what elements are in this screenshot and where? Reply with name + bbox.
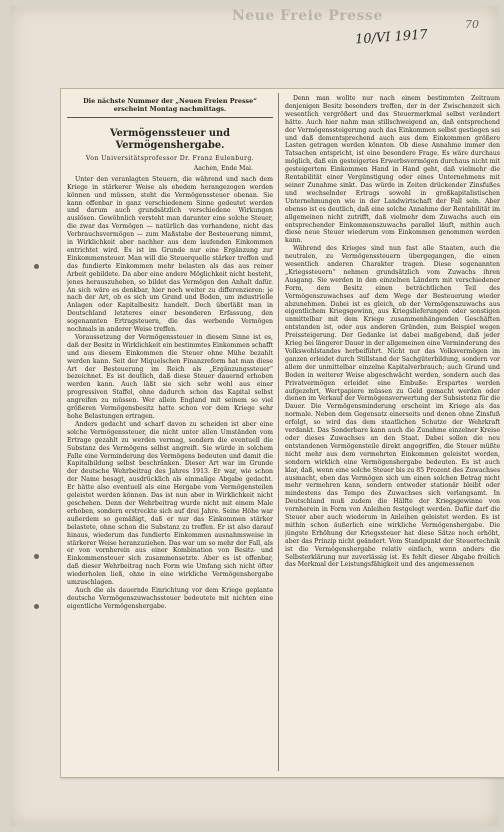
newspaper-clipping [60, 88, 504, 778]
article-column-left [67, 95, 273, 769]
handwritten-date: 10/VI 1917 [354, 27, 429, 48]
article-paragraph: Anders gedacht und scharf davon zu scheiden ist aber eine solche Vermögenssteuer, die nicht unter allen Umständen vom Ertrage gezahlt zu werden vermag, sondern die eventuell die Substanz des Vermögens selbst angreift. Sie würde in solchem Falle eine Verminderung des Vermögens bedeuten und damit die Kapitalbildung selbst beschränken. Dieser Art war im Grunde der deutsche Wehrbeitrag des Jahres 1913. Er war, wie schon der Name besagt, ausdrücklich als einmalige Abgabe gedacht. Er hätte also eventuell als eine Hergabe vom Vermögensteilen geleistet werden können. Das ist nun aber in Wirklichkeit nicht geschehen. Denn der Wehrbeitrag wurde nicht mit einem Male erhoben, sondern erstreckte sich auf drei Jahre. Seine Höhe war außerdem so gemäßigt, daß er nur das Einkommen stärker belastete, ohne schon die Substanz zu treffen. Er ist also darauf hinaus, wiederum das fundierte Einkommen ausnahmsweise in stärkerer Weise heranzuziehen. Das war um so mehr der Fall, als er von vornherein aus einer Kombination von Besitz- und Einkommensteuer sich zusammensetzte. Aber es ist offenbar, daß dieser Wehrbeitrag nach Form wie Umfang sich nicht öfter wiederholen ließ, ohne in eine wirkliche Vermögenshergabe umzuschlagen. [67, 420, 273, 587]
article-headline: Vermögenssteuer und Vermögenshergabe. [109, 128, 231, 151]
punch-hole [34, 554, 39, 559]
article-paragraph: Während des Krieges sind nun fast alle Staaten, auch die neutralen, zu Vermögenssteuern übergegangen, die einen wesentlich anderen Charakter tragen. Diese sogenannten „Kriegssteuern“ nehmen grundsätzlich vom Zuwachs ihren Ausgang. Sie werden in den einzelnen Ländern mit verschiedener Form, dem Besitz einen beträchtlichen Teil des Vermögenszuwachses auf dem Wege der Besteuerung wieder abzunehmen. Dabei ist es gleich, ob der Vermögenszuwachs aus eigentlichem Kriegsgewinn, aus Kriegslieferungen oder sonstigen unmittelbar mit dem Kriege zusammenhängenden Geschäften entstanden ist, oder aus anderen Gründen, zum Beispiel wegen Preissteigerung. Der Gedanke ist dabei maßgebend, daß jeder Krieg bei längerer Dauer in der allgemeinen eine Verminderung des Volkswohlstandes herbeiführt. Nicht nur das Volksvermögen im ganzen erleidet durch Stillstand der Sachgüterbildung, sondern vor allem der unmittelbar einzelne Kapitalverbrauch; auch Grund und Boden in weiterer Weise abgeschwächt werden, sondern auch das Privatvermögen erleidet eine Einbuße: Erspartes werden aufgezehrt, Wertpapiere müssen zu Geld gemacht werden oder dienen im Verkauf der Vermögensverwertung der Subsistenz für die Dauer. Die Vermögensminderung erscheint im Kriege als das normale. Neben dem Gegensatz einerseits und denen ohne Zinsfuß erfolgt, so wird das dem staatlichen Schutze der Wehrkraft verdankt. Das Sonderbare kann auch die Zunahme einzelner Kreise oder dieses Zuwachses an den Staat. Dabei sollen die neu entstandenen Vermögensteile direkt angegriffen, die Steuer müßte nicht mehr aus dem vermehrten Einkommen geleistet werden, sondern wirklich eine Vermögenshergabe bedeuten. Es ist auch klar, daß, wenn eine solche Steuer bis zu 85 Prozent des Zuwachses ausmacht, eben das Vermögen sich um einen solchen Betrag nicht mehr vermehren kann, sondern entweder stationär bleibt oder mindestens das Tempo des Zuwachses sich verlangsamt. In Deutschland muß zudem die Hälfte der Kriegsgewinne von vornherein in Form von Anleihen festgelegt werden. Dafür darf die Steuer aber auch wiederum in Anleihen geleistet werden. Es ist mithin schon äußerlich eine wirkliche Vermögenshergabe. Die jüngste Erhöhung der Kriegssteuer hat diese Sätze noch erhöht, aber das Prinzip nicht geändert. Vom Standpunkt der Steuertechnik ist die Vermögenshergabe relativ einfach, wenn anders die Selbsterklärung nur zuverlässig ist. Es fehlt dieser Abgabe freilich das Merkmal der Leistungsfähigkeit und des angemessenen [285, 245, 500, 569]
page-number: 70 [465, 18, 479, 31]
article-byline: Von Universitätsprofessor Dr. Franz Eulenburg. [85, 155, 255, 162]
punch-hole [34, 604, 39, 609]
newspaper-masthead: Neue Freie Presse [232, 8, 383, 24]
punch-hole [34, 264, 39, 269]
article-paragraph: Auch die als dauernde Einrichtung vor dem Kriege geplante deutsche Vermögenszuwachssteuer bedeutete mit nichten eine eigentliche Vermögenshergabe. [67, 586, 273, 610]
article-paragraph: Voraussetzung der Vermögenssteuer in diesem Sinne ist es, daß der Besitz in Wirklichkeit ein bestimmtes Einkommen schafft und aus diesem Einkommen die Steuer ohne Mühe bezahlt werden kann. Seit der Miquelschen Finanzreform hat man diese Art der Besteuerung im Reich als „Ergänzungssteuer“ bezeichnet. Es ist deutlich, daß diese Steuer dauernd erhoben werden kann. Auch läßt sie sich sehr wohl aus einer progressiven Staffel, ohne dadurch schon das Kapital selbst angreifen zu müssen. Wer allein England mit seinem so viel größeren Vermögensbesitz hatte schon vor dem Kriege sehr hohe Belastungen ertragen. [67, 333, 273, 420]
article-column-right [285, 95, 500, 769]
article-dateline: Aachen, Ende Mai. [193, 164, 253, 172]
article-paragraph: Unter den veranlagten Steuern, die während und nach dem Kriege in stärkerer Weise als ehedem herangezogen werden können und müssen, steht die Vermögenssteuer obenan. Sie kann offenbar in ganz verschiedenem Sinne gedeutet werden und darum auch grundsätzlich verschiedene Wirkungen auslösen. Gewöhnlich versteht man darunter eine solche Steuer, die zwar das Vermögen — natürlich das vorhandene, nicht das Verbrauchsvermögen — zum Maßstabe der Besteuerung nimmt, in Wirklichkeit aber nachher aus dem laufenden Einkommen entrichtet wird. Es ist im Grunde nur eine Ergänzung zur Einkommensteuer. Man will die Steuerquelle stärker treffen und das fundierte Einkommen mehr belasten als das aus reiner Arbeit gebildete. Da aber eine andere Möglichkeit nicht besteht, jenes herauszuheben, so bildet das Vermögen den Anhalt dafür. An sich wäre es denkbar, hier noch weiter zu differenzieren: je nach der Art, ob es sich um Grund und Boden, um industrielle Anlagen oder Kapitalbesitz handelt. Doch überläßt man in Deutschland letzteres einer besonderen Erfassung, den sogenannten Ertragsteuern, die das werbende Vermögen nochmals in anderer Weise treffen. [67, 175, 273, 334]
article-paragraph: Denn man wollte nur nach einem bestimmten Zeitraum denjenigen Besitz besonders treffen, der in der Zwischenzeit sich wesentlich vergrößert und das Steuermerkmal selbst verändert hätte. Auch hier nahm man stillschweigend an, daß entsprechend der Vermögenssteigerung auch das Einkommen selbst gestiegen sei und daß dementsprechend auch aus dem Einkommen größere Lasten getragen werden könnten. Ob diese Annahme immer den Tatsachen entspricht, ist eine besondere Frage. Es wäre durchaus möglich, daß ein gesteigertes Erwerbsvermögen durchaus nicht mit gesteigertem Einkommen Hand in Hand geht, daß vielmehr die Rentabilität einer Vergünstigung oder eines Unternehmens mit seiner Zunahme sinkt. Das würde in Zeiten drückender Zinsfußes und wechselnder Ertrags sowohl in großkapitalistischen Unternehmungen wie in der Landwirtschaft der Fall sein. Aber ebenso ist es deutlich, daß eine solche Annahme der Rentabilität im allgemeinen nicht zutrifft, daß vielmehr dem Zuwachs auch ein entsprechender Einkommenszuwachs parallel läuft, mithin auch diese neue Steuer wiederum vom Einkommen genommen werden kann. [285, 95, 500, 245]
archive-sheet [10, 6, 498, 826]
next-issue-notice: Die nächste Nummer der „Neuen Freien Presse“ erscheint Montag nachmittags. [67, 95, 273, 118]
column-divider [278, 93, 279, 771]
